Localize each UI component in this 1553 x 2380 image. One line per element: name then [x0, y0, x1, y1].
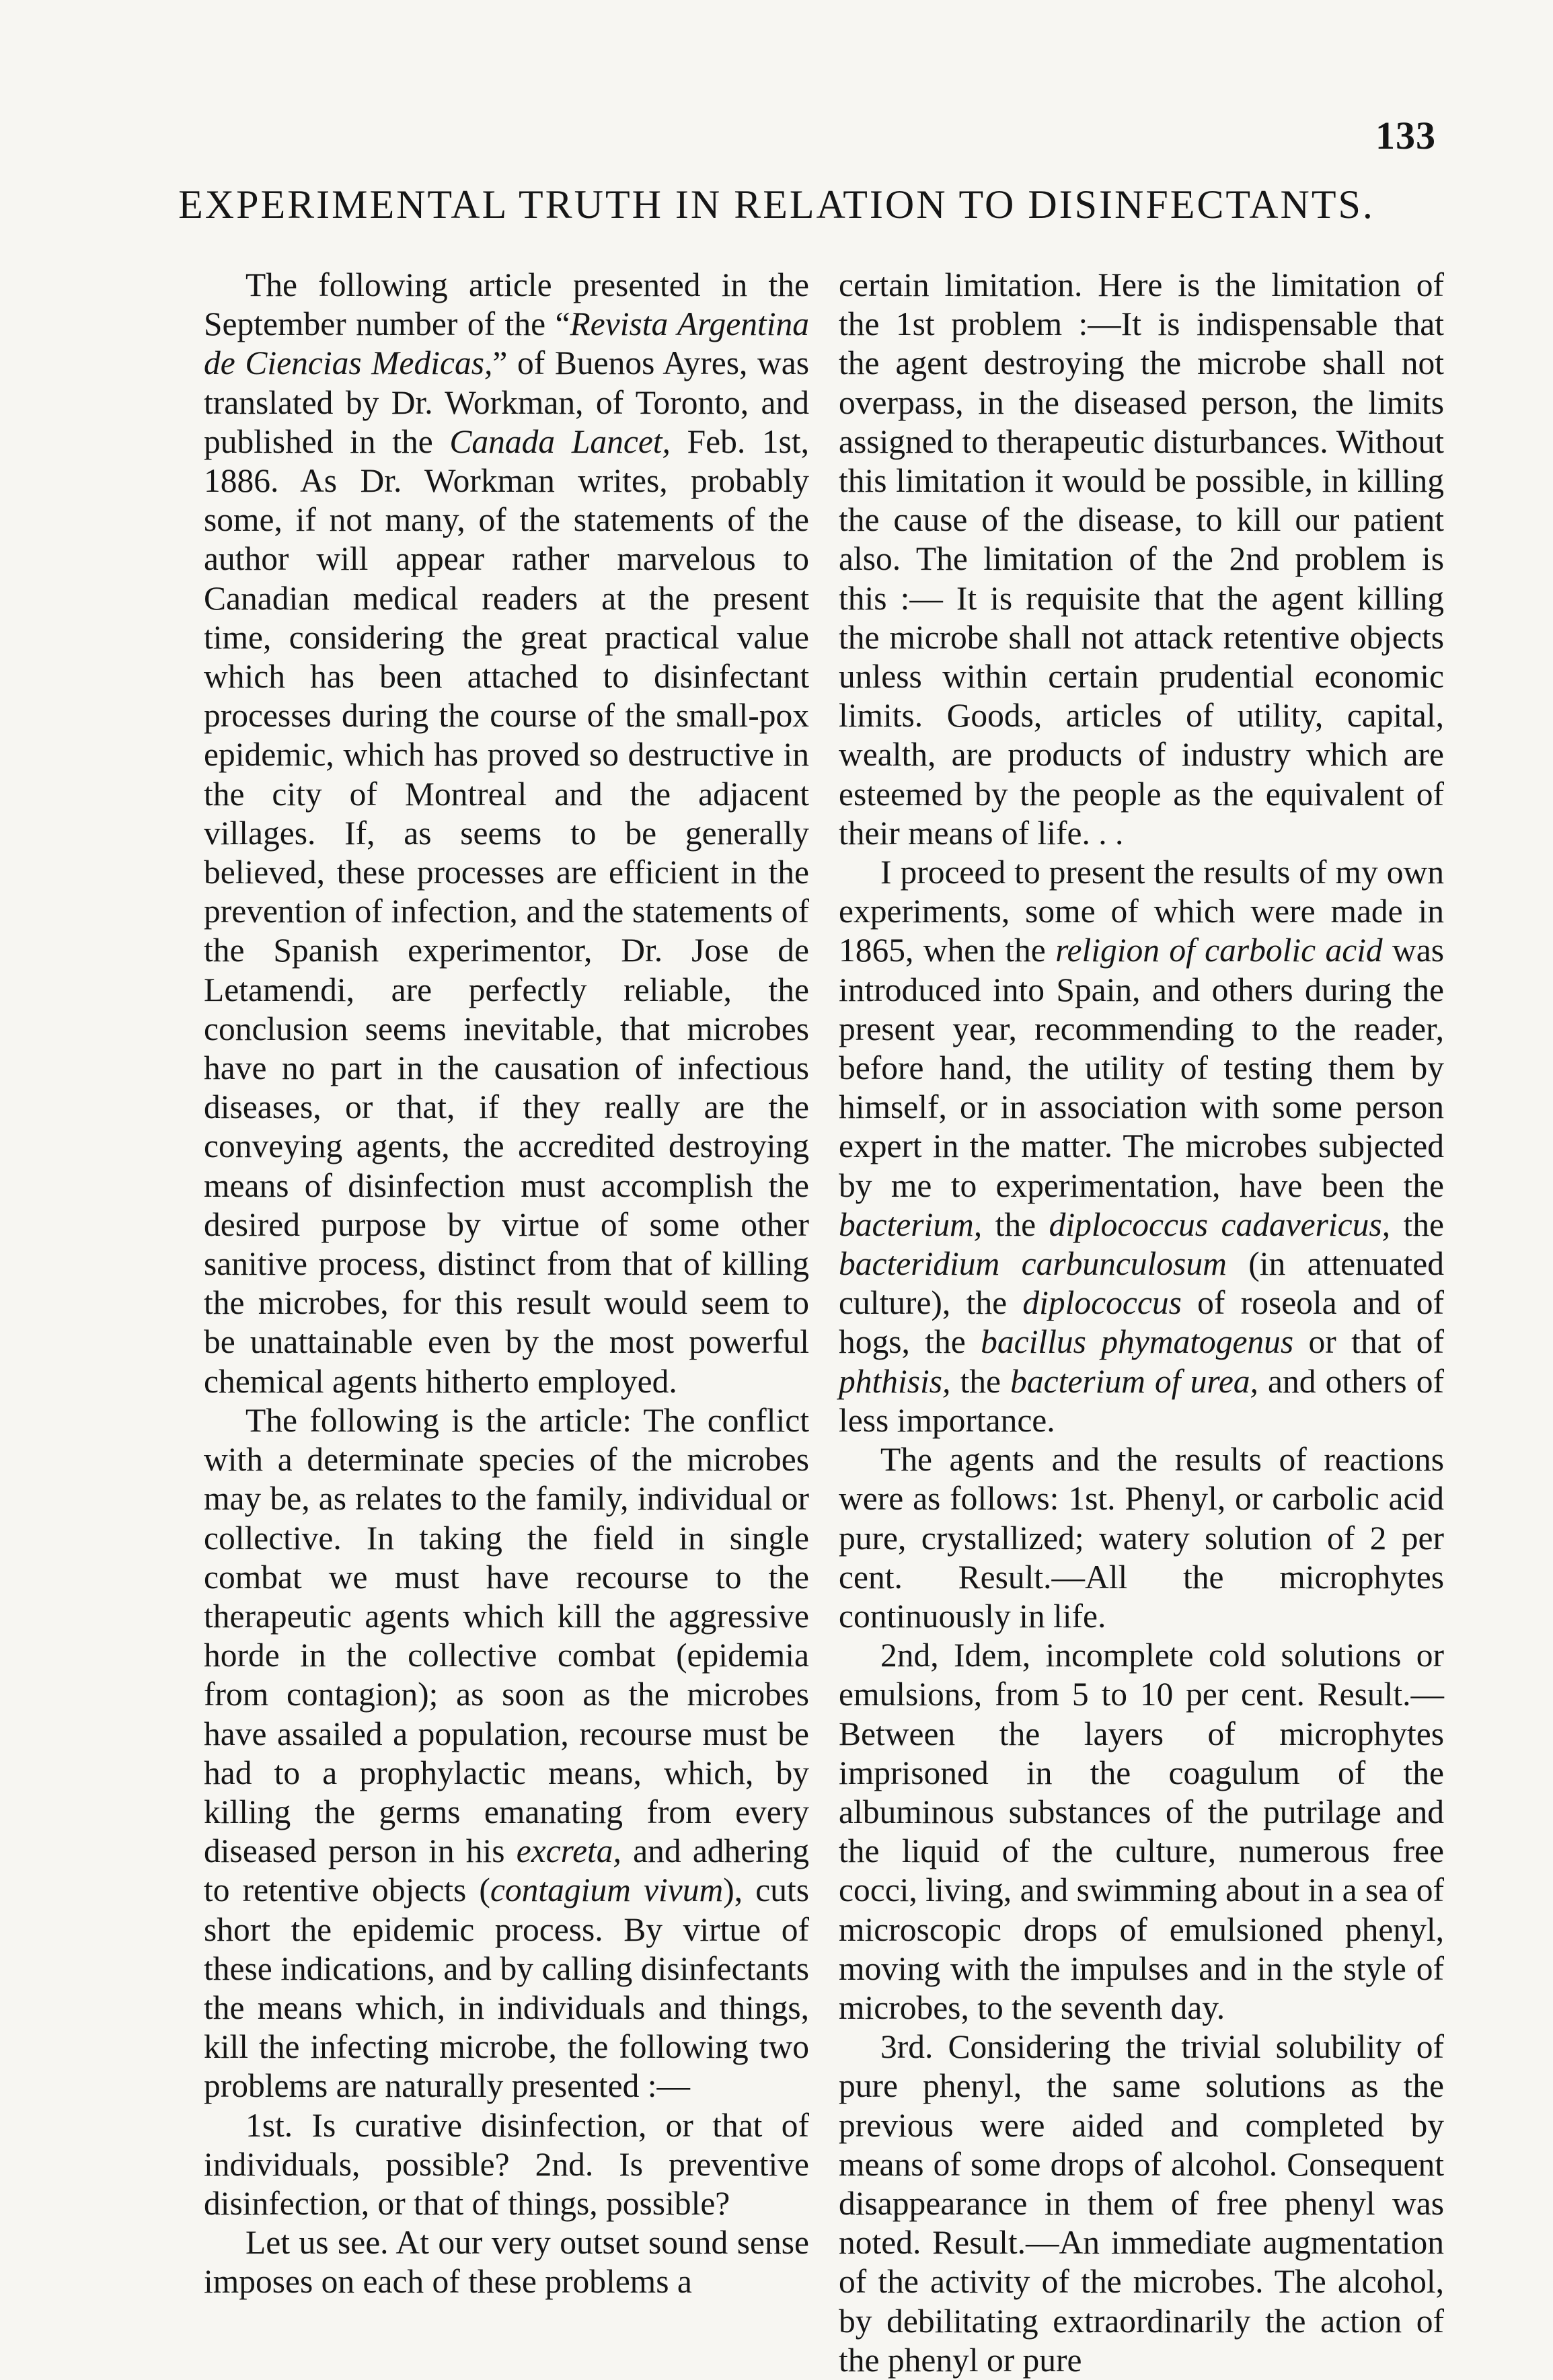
right-column — [839, 266, 1444, 2380]
paragraph-article-start: The following is the article: The conflict with a determinate species of the microbes may be, as relates to the family, individual or collective. In taking the field in single combat we must have recourse to the therapeutic agents which kill the aggressive horde in the collective combat (epidemia from contagion); as soon as the microbes have assailed a population, recourse must be had to a prophylactic means, which, by killing the germs emanating from every diseased person in his excreta, and adhering to retentive objects (contagium vivum), cuts short the epidemic process. By virtue of these indications, and by calling disinfectants the means which, in individuals and things, kill the infecting microbe, the following two problems are naturally presented :— — [204, 1401, 809, 2105]
paragraph-limitation: certain limitation. Here is the limitation of the 1st problem :—It is indispensable that the agent destroying the microbe shall not overpass, in the diseased person, the limits assigned to therapeutic disturbances. Without this limitation it would be possible, in killing the cause of the disease, to kill our patient also. The limitation of the 2nd problem is this :— It is requisite that the agent killing the microbe shall not attack retentive objects unless within certain prudential economic limits. Goods, articles of utility, capital, wealth, are products of industry which are esteemed by the people as the equivalent of their means of life. . . — [839, 266, 1444, 852]
paragraph-idem: 2nd, Idem, incomplete cold solutions or emulsions, from 5 to 10 per cent. Result.—Between the layers of microphytes imprisoned in the coagulum of the albuminous substances of the putrilage and the liquid of the culture, numerous free cocci, living, and swimming about in a sea of microscopic drops of emulsioned phenyl, moving with the impulses and in the style of microbes, to the seventh day. — [839, 1637, 1444, 2026]
paragraph-let-us-see: Let us see. At our very outset sound sense imposes on each of these problems a — [204, 2224, 809, 2301]
page-number: 133 — [1375, 114, 1436, 157]
paragraph-questions: 1st. Is curative disinfection, or that of individuals, possible? 2nd. Is preventive disinfection, or that of things, possible? — [204, 2106, 809, 2222]
left-column — [204, 266, 809, 2302]
paragraph-experiments: I proceed to present the results of my own experiments, some of which were made in 1865, when the religion of carbolic acid was introduced into Spain, and others during the present year, recommending to the reader, before hand, the utility of testing them by himself, or in association with some person expert in the matter. The microbes subjected by me to experimentation, have been the bacterium, the diplococcus cadavericus, the bacteridium carbunculosum (in attenuated culture), the diplococcus of roseola and of hogs, the bacillus phymatogenus or that of phthisis, the bacterium of urea, and others of less importance. — [839, 854, 1445, 1439]
paragraph-third: 3rd. Considering the trivial solubility of pure phenyl, the same solutions as the previous were aided and completed by means of some drops of alcohol. Consequent disappearance in them of free phenyl was noted. Result.—An immediate augmentation of the activity of the microbes. The alcohol, by debilitating extraordinarily the action of the phenyl or pure — [839, 2028, 1444, 2379]
paragraph-intro: The following article presented in the September number of the “Revista Argentina de Ciencias Medicas,” of Buenos Ayres, was translated by Dr. Workman, of Toronto, and published in the Canada Lancet, Feb. 1st, 1886. As Dr. Workman writes, probably some, if not many, of the statements of the author will appear rather marvelous to Canadian medical readers at the present time, considering the great practical value which has been attached to disinfectant processes during the course of the small-pox epidemic, which has proved so destructive in the city of Montreal and the adjacent villages. If, as seems to be generally believed, these processes are efficient in the prevention of infection, and the statements of the Spanish experimentor, Dr. Jose de Letamendi, are perfectly reliable, the conclusion seems inevitable, that microbes have no part in the causation of infectious diseases, or that, if they really are the conveying agents, the accredited destroying means of disinfection must accomplish the desired purpose by virtue of some other sanitive process, distinct from that of killing the microbes, for this result would seem to be unattainable even by the most powerful chemical agents hitherto employed. — [204, 266, 809, 1400]
article-title: EXPERIMENTAL TRUTH IN RELATION TO DISINFECTANTS. — [178, 182, 1375, 227]
paragraph-agents: The agents and the results of reactions were as follows: 1st. Phenyl, or carbolic acid pure, crystallized; watery solution of 2 per cent. Result.—All the microphytes continuously in life. — [839, 1441, 1444, 1635]
